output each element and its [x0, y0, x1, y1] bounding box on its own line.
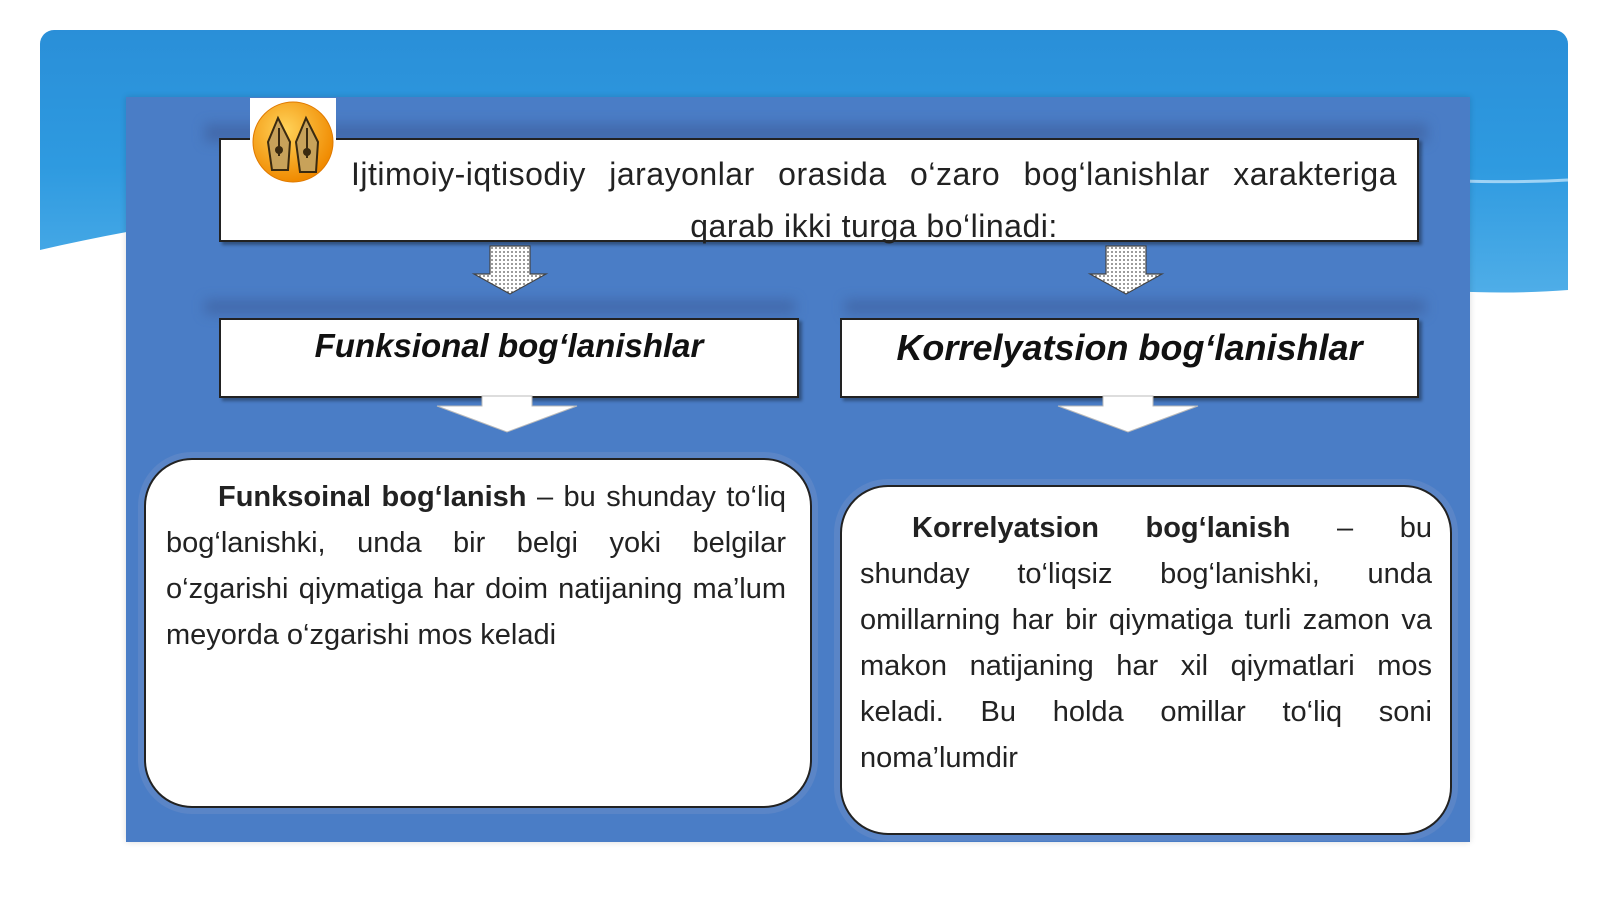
correlation-term: Korrelyatsion bog‘lanish	[912, 512, 1291, 544]
functional-definition: – bu shunday to‘liq bog‘lanishki, unda bir belgi yoki belgilar o‘zgarishi qiymatiga har doim natijaning ma’lum meyorda o‘zgarishi mos keladi	[166, 481, 786, 651]
correlation-definition: – bu shunday to‘liqsiz bog‘lanishki, unda omillarning har bir qiymatiga turli zamon va makon natijaning har xil qiymatlari mos keladi. Bu holda omillar to‘liq soni noma’lumdir	[860, 512, 1432, 774]
correlation-title: Korrelyatsion bog‘lanishlar	[896, 327, 1363, 368]
fountain-pen-nibs-icon	[250, 98, 336, 184]
functional-term: Funksoinal bog‘lanish	[218, 481, 527, 513]
mid-right-shadow	[845, 300, 1425, 314]
functional-definition-box	[144, 458, 812, 808]
header-box	[219, 138, 1419, 242]
functional-title: Funksional bog‘lanishlar	[314, 327, 704, 364]
mid-left-shadow	[205, 300, 795, 314]
down-arrow-right-white	[1053, 396, 1203, 436]
down-arrow-left-dotted	[470, 246, 550, 296]
correlation-title-box	[840, 318, 1419, 398]
functional-title-box	[219, 318, 799, 398]
header-text: Ijtimoiy-iqtisodiy jarayonlar orasida o‘zaro bog‘lanishlar xarakteriga qarab ikki turga bo‘linadi:	[351, 156, 1397, 244]
down-arrow-left-white	[432, 396, 582, 436]
down-arrow-right-dotted	[1086, 246, 1166, 296]
correlation-definition-box	[840, 485, 1452, 835]
